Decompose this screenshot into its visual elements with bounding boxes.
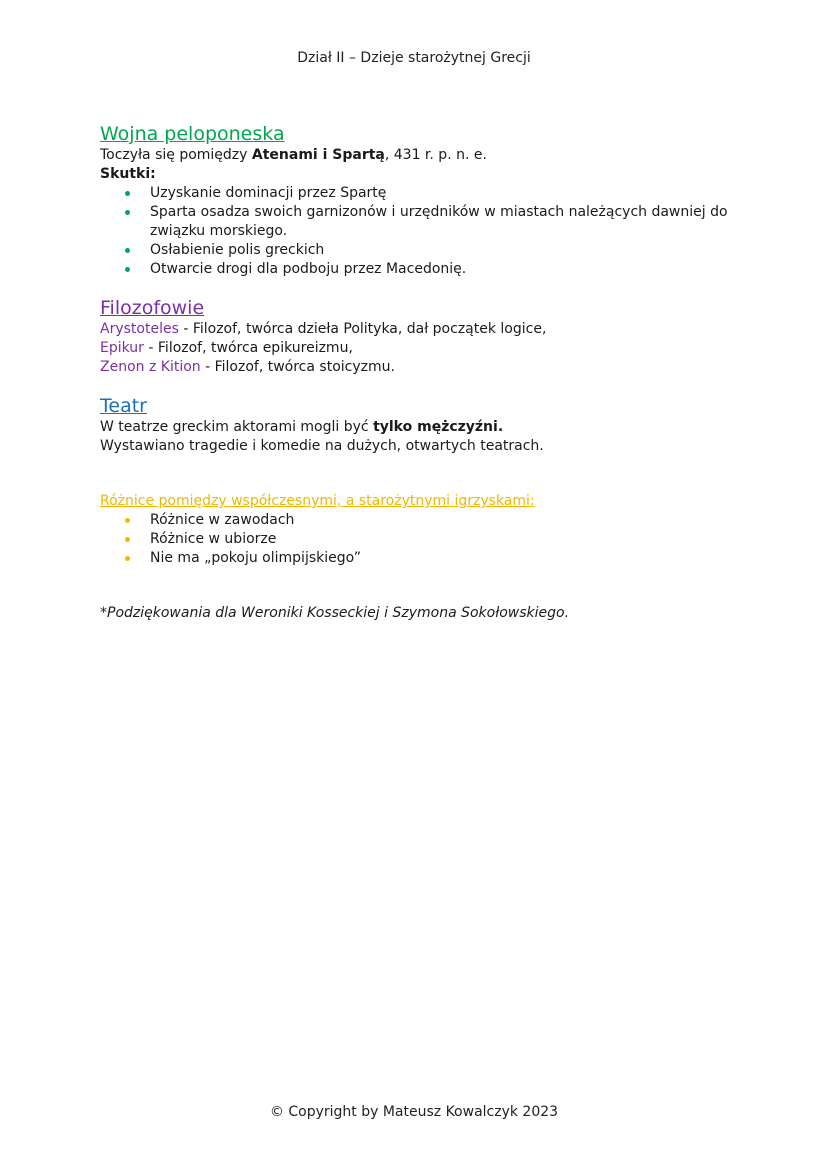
philosopher-entry	[100, 358, 740, 377]
list-item: Uzyskanie dominacji przez Spartę	[150, 184, 740, 203]
philosopher-name: Arystoteles	[100, 321, 179, 337]
roznice-list	[100, 511, 740, 568]
section-title-teatr: Teatr	[100, 395, 147, 417]
wojna-desc-bold: Atenami i Spartą	[251, 147, 385, 163]
skutki-label: Skutki:	[100, 166, 156, 182]
philosopher-desc: - Filozof, twórca epikureizmu,	[143, 340, 353, 356]
wojna-desc-pre: Toczyła się pomiędzy	[100, 147, 252, 163]
teatr-line-1-pre: W teatrze greckim aktorami mogli być	[100, 419, 374, 435]
teatr-line-1-bold: tylko mężczyźni.	[373, 419, 504, 435]
list-item: Różnice w zawodach	[150, 511, 740, 530]
document-body	[100, 122, 740, 623]
acknowledgement-note: *Podziękowania dla Weroniki Kosseckiej i Szymona Sokołowskiego.	[100, 605, 570, 621]
philosopher-desc: - Filozof, twórca dzieła Polityka, dał początek logice,	[178, 321, 547, 337]
skutki-list	[100, 184, 740, 279]
philosopher-entry	[100, 339, 740, 358]
copyright-footer: © Copyright by Mateusz Kowalczyk 2023	[269, 1104, 559, 1120]
wojna-desc-post: , 431 r. p. n. e.	[384, 147, 487, 163]
section-title-roznice: Różnice pomiędzy współczesnymi, a starożytnymi igrzyskami:	[100, 493, 535, 509]
philosopher-desc: - Filozof, twórca stoicyzmu.	[200, 359, 395, 375]
philosopher-name: Epikur	[100, 340, 144, 356]
list-item: Sparta osadza swoich garnizonów i urzędników w miastach należących dawniej do związku morskiego.	[150, 203, 740, 241]
philosopher-name: Zenon z Kition	[100, 359, 201, 375]
list-item: Otwarcie drogi dla podboju przez Macedonię.	[150, 260, 740, 279]
list-item: Osłabienie polis greckich	[150, 241, 740, 260]
list-item: Nie ma „pokoju olimpijskiego”	[150, 549, 740, 568]
section-title-filozofowie: Filozofowie	[100, 297, 205, 319]
section-title-wojna: Wojna peloponeska	[100, 123, 285, 145]
wojna-description	[100, 146, 740, 165]
philosopher-entry	[100, 320, 740, 339]
teatr-line-1	[100, 418, 740, 437]
list-item: Różnice w ubiorze	[150, 530, 740, 549]
page-header: Dział II – Dzieje starożytnej Grecji	[297, 50, 531, 66]
teatr-line-2: Wystawiano tragedie i komedie na dużych, otwartych teatrach.	[100, 438, 544, 454]
